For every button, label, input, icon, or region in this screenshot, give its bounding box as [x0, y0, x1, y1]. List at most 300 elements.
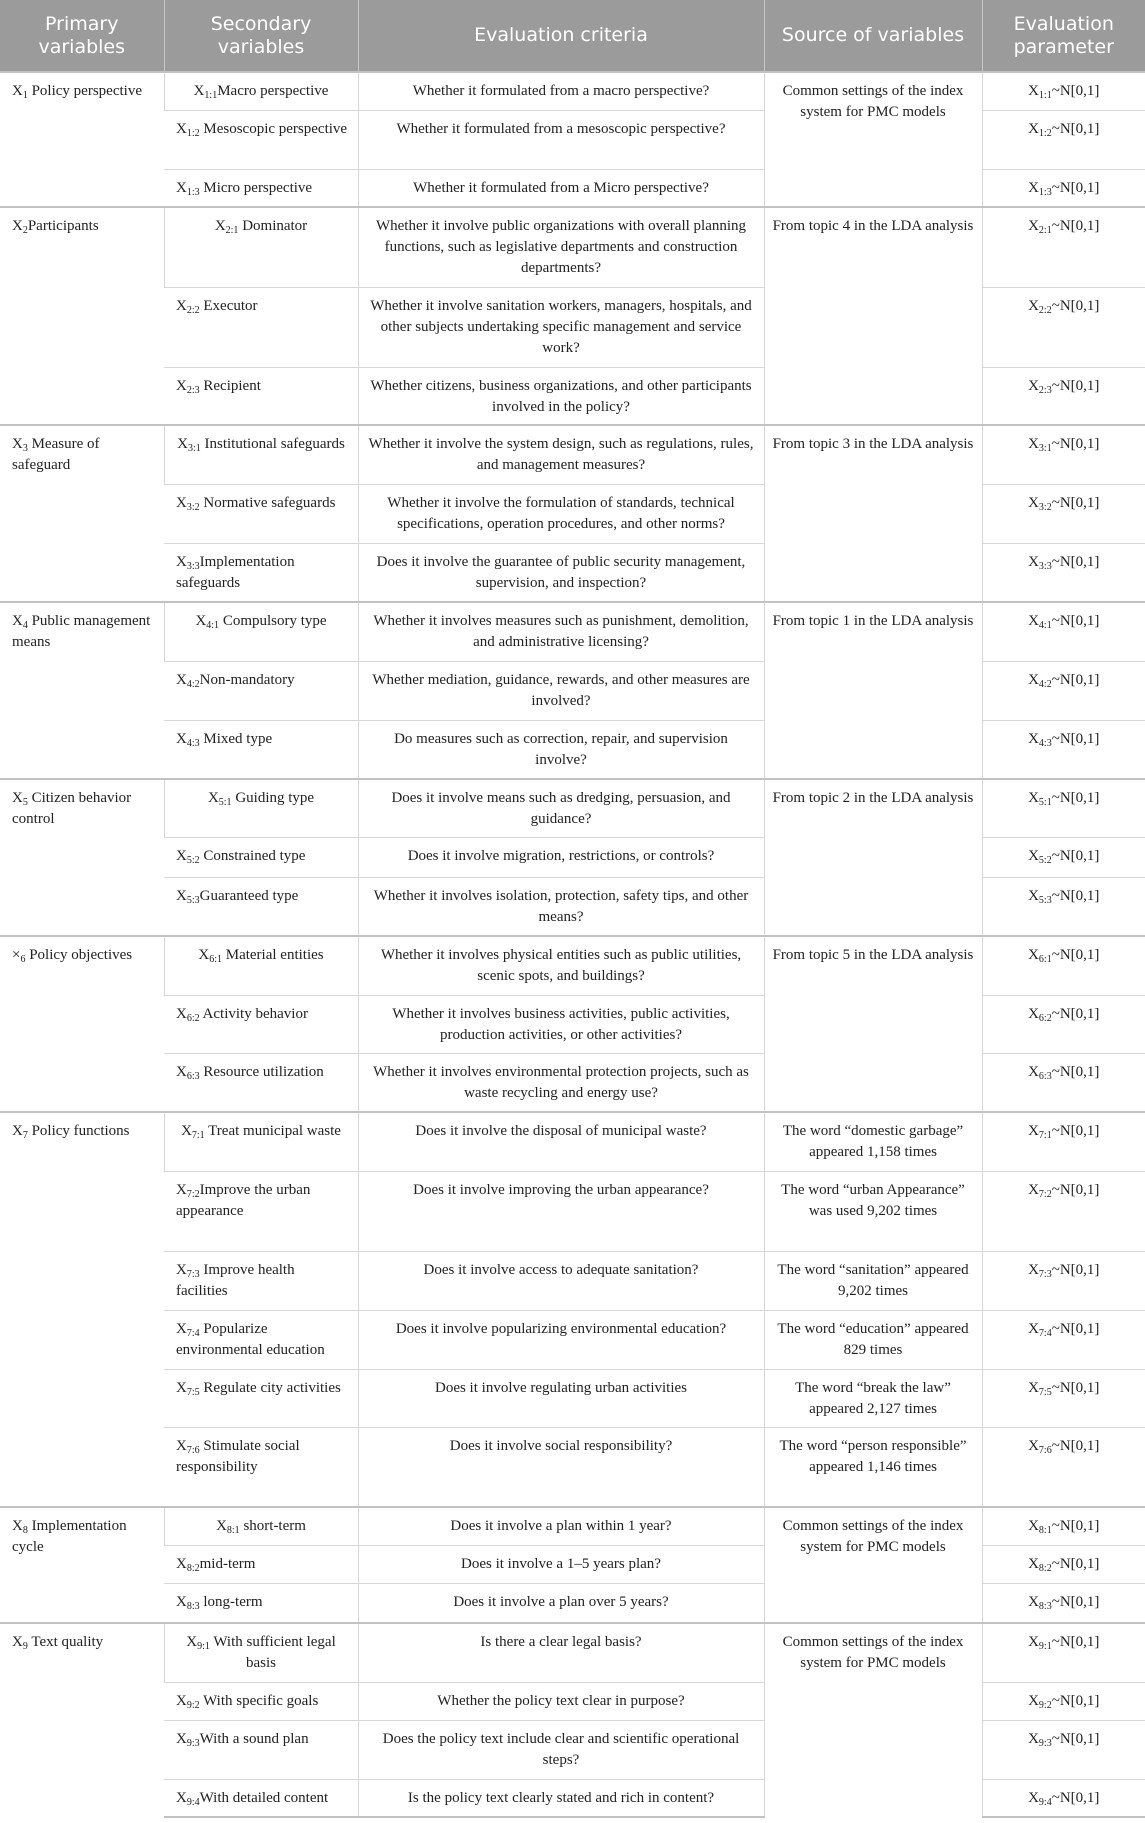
- secondary-variable-symbol: X: [186, 1634, 198, 1650]
- parameter-subscript: 8:3: [1038, 1600, 1052, 1612]
- primary-variable-label: Public management means: [12, 613, 151, 650]
- evaluation-parameter-cell: [982, 1053, 1145, 1112]
- evaluation-criteria-cell: Does it involve popularizing environmental education?: [358, 1310, 764, 1369]
- parameter-distribution: ~N[0,1]: [1051, 1555, 1100, 1572]
- primary-variable-subscript: 5: [22, 797, 28, 808]
- secondary-variable-symbol: X: [176, 494, 187, 511]
- parameter-distribution: ~N[0,1]: [1051, 730, 1100, 747]
- secondary-variable-label: With detailed content: [199, 1789, 329, 1806]
- evaluation-criteria-cell: Whether mediation, guidance, rewards, and other measures are involved?: [358, 661, 764, 720]
- secondary-variable-symbol: X: [176, 179, 187, 196]
- table-row: [0, 1507, 1145, 1545]
- evaluation-criteria-cell: Whether it involves environmental protection projects, such as waste recycling and energy use?: [358, 1053, 764, 1112]
- secondary-variable-symbol: X: [176, 887, 187, 904]
- table-row: [0, 1623, 1145, 1682]
- secondary-variable-label: Dominator: [238, 218, 308, 234]
- table-row: [0, 1369, 1145, 1427]
- primary-variable-subscript: 8: [22, 1525, 28, 1536]
- parameter-symbol: X: [1028, 218, 1039, 234]
- secondary-variable-symbol: X: [177, 436, 188, 452]
- parameter-symbol: X: [1028, 1634, 1039, 1650]
- parameter-distribution: ~N[0,1]: [1051, 1692, 1100, 1709]
- parameter-subscript: 7:1: [1038, 1130, 1052, 1141]
- parameter-subscript: 3:3: [1038, 560, 1052, 572]
- evaluation-parameter-cell: [982, 779, 1145, 837]
- parameter-distribution: ~N[0,1]: [1051, 1593, 1100, 1610]
- evaluation-criteria-cell: Does it involve improving the urban appearance?: [358, 1171, 764, 1251]
- secondary-variable-cell: [164, 877, 358, 936]
- secondary-variable-symbol: X: [195, 613, 207, 629]
- parameter-symbol: X: [1028, 436, 1039, 452]
- evaluation-parameter-cell: [982, 1720, 1145, 1779]
- parameter-distribution: ~N[0,1]: [1051, 847, 1100, 864]
- evaluation-parameter-cell: [982, 110, 1145, 169]
- secondary-variable-subscript: 6:3: [186, 1070, 200, 1082]
- secondary-variable-label: Improve the urban appearance: [176, 1181, 311, 1219]
- primary-variable-symbol: X: [12, 790, 23, 806]
- parameter-symbol: X: [1028, 790, 1039, 806]
- evaluation-parameter-cell: [982, 720, 1145, 779]
- parameter-subscript: 8:1: [1038, 1525, 1052, 1536]
- primary-variable-label: Text quality: [27, 1634, 104, 1650]
- table-row: [0, 1171, 1145, 1251]
- parameter-distribution: ~N[0,1]: [1051, 1123, 1100, 1139]
- parameter-symbol: X: [1028, 494, 1039, 511]
- source-of-variables-cell: The word “urban Appearance” was used 9,202 times: [764, 1171, 982, 1251]
- secondary-variable-subscript: 7:6: [186, 1444, 200, 1456]
- source-of-variables-cell: The word “sanitation” appeared 9,202 times: [764, 1251, 982, 1310]
- evaluation-criteria-cell: Whether it involves physical entities such as public utilities, scenic spots, and buildings?: [358, 936, 764, 995]
- secondary-variable-subscript: 8:2: [186, 1562, 200, 1574]
- secondary-variable-label: Treat municipal waste: [204, 1123, 341, 1139]
- table-body: [0, 72, 1145, 1817]
- parameter-distribution: ~N[0,1]: [1051, 1320, 1100, 1337]
- parameter-subscript: 2:2: [1038, 304, 1052, 316]
- source-of-variables-cell: The word “domestic garbage” appeared 1,158 times: [764, 1112, 982, 1171]
- evaluation-parameter-cell: [982, 1507, 1145, 1545]
- secondary-variable-cell: [164, 602, 358, 661]
- secondary-variable-subscript: 3:1: [187, 443, 201, 454]
- parameter-symbol: X: [1028, 847, 1039, 864]
- evaluation-parameter-cell: [982, 1545, 1145, 1583]
- parameter-distribution: ~N[0,1]: [1051, 1181, 1100, 1198]
- evaluation-criteria-cell: Does it involve the disposal of municipal waste?: [358, 1112, 764, 1171]
- evaluation-parameter-cell: [982, 169, 1145, 207]
- secondary-variable-subscript: 8:1: [226, 1525, 240, 1536]
- parameter-subscript: 8:2: [1038, 1562, 1052, 1574]
- secondary-variable-cell: [164, 169, 358, 207]
- secondary-variable-symbol: X: [176, 1063, 187, 1080]
- parameter-distribution: ~N[0,1]: [1051, 297, 1100, 314]
- primary-variable-label: Policy functions: [27, 1123, 130, 1139]
- parameter-symbol: X: [1028, 179, 1039, 196]
- source-of-variables-cell: Common settings of the index system for PMC models: [764, 1507, 982, 1623]
- evaluation-criteria-cell: Does it involve migration, restrictions, or controls?: [358, 837, 764, 877]
- secondary-variable-symbol: X: [216, 1518, 227, 1534]
- secondary-variable-label: Implementation safeguards: [176, 553, 295, 591]
- primary-variable-cell: [0, 72, 164, 207]
- primary-variable-cell: [0, 1112, 164, 1507]
- secondary-variable-label: Resource utilization: [199, 1063, 324, 1080]
- parameter-subscript: 9:3: [1038, 1737, 1052, 1749]
- secondary-variable-subscript: 3:2: [186, 501, 200, 513]
- parameter-distribution: ~N[0,1]: [1051, 1634, 1100, 1650]
- parameter-symbol: X: [1028, 1181, 1039, 1198]
- parameter-symbol: X: [1028, 120, 1039, 137]
- parameter-distribution: ~N[0,1]: [1051, 671, 1100, 688]
- secondary-variable-cell: [164, 661, 358, 720]
- secondary-variable-subscript: 6:1: [209, 954, 222, 965]
- secondary-variable-subscript: 6:2: [186, 1012, 200, 1024]
- secondary-variable-label: Non-mandatory: [199, 671, 295, 688]
- secondary-variable-label: Micro perspective: [199, 179, 313, 196]
- secondary-variable-label: Executor: [199, 297, 258, 314]
- secondary-variable-label: Popularize environmental education: [176, 1320, 325, 1358]
- parameter-distribution: ~N[0,1]: [1051, 1789, 1100, 1806]
- evaluation-parameter-cell: [982, 1682, 1145, 1720]
- source-of-variables-cell: Common settings of the index system for PMC models: [764, 1623, 982, 1817]
- evaluation-parameter-cell: [982, 1251, 1145, 1310]
- evaluation-parameter-cell: [982, 1171, 1145, 1251]
- secondary-variable-symbol: X: [176, 1379, 187, 1396]
- parameter-distribution: ~N[0,1]: [1051, 1730, 1100, 1747]
- secondary-variable-label: short-term: [239, 1518, 306, 1534]
- primary-variable-label: Implementation cycle: [12, 1518, 127, 1555]
- evaluation-parameter-cell: [982, 207, 1145, 287]
- secondary-variable-cell: [164, 779, 358, 837]
- parameter-subscript: 7:6: [1038, 1444, 1052, 1456]
- secondary-variable-cell: [164, 110, 358, 169]
- secondary-variable-symbol: X: [176, 1261, 187, 1278]
- source-of-variables-cell: From topic 4 in the LDA analysis: [764, 207, 982, 425]
- parameter-distribution: ~N[0,1]: [1051, 494, 1100, 511]
- parameter-subscript: 4:2: [1038, 678, 1052, 690]
- evaluation-criteria-cell: Does it involve social responsibility?: [358, 1427, 764, 1507]
- secondary-variable-symbol: X: [176, 1181, 187, 1198]
- secondary-variable-subscript: 2:1: [225, 225, 239, 236]
- secondary-variable-subscript: 7:4: [186, 1327, 200, 1339]
- primary-variable-symbol: X: [12, 1123, 23, 1139]
- parameter-distribution: ~N[0,1]: [1051, 947, 1100, 963]
- secondary-variable-subscript: 2:2: [186, 304, 200, 316]
- parameter-symbol: X: [1028, 1730, 1039, 1747]
- secondary-variable-cell: [164, 1779, 358, 1817]
- secondary-variable-symbol: X: [193, 83, 205, 99]
- table-row: [0, 425, 1145, 484]
- secondary-variable-symbol: X: [176, 297, 187, 314]
- primary-variable-label: Policy objectives: [25, 947, 133, 963]
- secondary-variable-symbol: X: [176, 1593, 187, 1610]
- evaluation-parameter-cell: [982, 1369, 1145, 1427]
- evaluation-criteria-cell: Whether it involve public organizations with overall planning functions, such as legislative departments and construction departments?: [358, 207, 764, 287]
- parameter-symbol: X: [1028, 730, 1039, 747]
- source-of-variables-cell: The word “person responsible” appeared 1,146 times: [764, 1427, 982, 1507]
- parameter-symbol: X: [1028, 1437, 1039, 1454]
- secondary-variable-cell: [164, 837, 358, 877]
- secondary-variable-label: Guiding type: [231, 790, 315, 806]
- evaluation-parameter-cell: [982, 287, 1145, 367]
- secondary-variable-subscript: 4:2: [186, 678, 200, 690]
- parameter-subscript: 4:1: [1038, 620, 1052, 631]
- primary-variable-symbol: X: [12, 83, 23, 99]
- parameter-symbol: X: [1028, 1518, 1039, 1534]
- secondary-variable-subscript: 1:2: [186, 127, 200, 139]
- primary-variable-symbol: ×: [12, 947, 21, 963]
- parameter-symbol: X: [1028, 83, 1039, 99]
- parameter-distribution: ~N[0,1]: [1051, 218, 1100, 234]
- evaluation-criteria-cell: Whether it involve the system design, such as regulations, rules, and management measures?: [358, 425, 764, 484]
- evaluation-criteria-cell: Whether it involves measures such as punishment, demolition, and administrative licensing?: [358, 602, 764, 661]
- primary-variable-cell: [0, 425, 164, 602]
- secondary-variable-symbol: X: [176, 120, 187, 137]
- primary-variable-cell: [0, 602, 164, 779]
- secondary-variable-cell: [164, 995, 358, 1053]
- evaluation-parameter-cell: [982, 995, 1145, 1053]
- table-row: [0, 72, 1145, 110]
- evaluation-parameter-cell: [982, 602, 1145, 661]
- secondary-variable-cell: [164, 1545, 358, 1583]
- parameter-symbol: X: [1028, 887, 1039, 904]
- evaluation-parameter-cell: [982, 543, 1145, 602]
- secondary-variable-cell: [164, 72, 358, 110]
- secondary-variable-subscript: 5:2: [186, 854, 200, 866]
- secondary-variable-label: Normative safeguards: [199, 494, 336, 511]
- parameter-subscript: 9:1: [1038, 1641, 1052, 1652]
- primary-variable-label: Policy perspective: [27, 83, 142, 99]
- secondary-variable-cell: [164, 1310, 358, 1369]
- secondary-variable-cell: [164, 1112, 358, 1171]
- secondary-variable-label: Activity behavior: [199, 1005, 308, 1022]
- evaluation-criteria-cell: Whether it formulated from a Micro perspective?: [358, 169, 764, 207]
- parameter-subscript: 7:5: [1038, 1386, 1052, 1398]
- evaluation-criteria-cell: Whether it involve the formulation of standards, technical specifications, operation procedures, and other norms?: [358, 484, 764, 543]
- header-primary-variables: Primary variables: [0, 0, 164, 72]
- secondary-variable-cell: [164, 543, 358, 602]
- parameter-distribution: ~N[0,1]: [1051, 377, 1100, 394]
- parameter-symbol: X: [1028, 1123, 1039, 1139]
- parameter-symbol: X: [1028, 1063, 1039, 1080]
- secondary-variable-symbol: X: [214, 218, 226, 234]
- secondary-variable-symbol: X: [198, 947, 210, 963]
- secondary-variable-label: Recipient: [199, 377, 261, 394]
- secondary-variable-symbol: X: [176, 1692, 187, 1709]
- parameter-distribution: ~N[0,1]: [1051, 436, 1100, 452]
- parameter-distribution: ~N[0,1]: [1051, 790, 1100, 806]
- secondary-variable-subscript: 7:5: [186, 1386, 200, 1398]
- parameter-subscript: 7:2: [1038, 1188, 1052, 1200]
- secondary-variable-cell: [164, 425, 358, 484]
- parameter-subscript: 6:3: [1038, 1070, 1052, 1082]
- parameter-subscript: 2:3: [1038, 384, 1052, 396]
- evaluation-criteria-cell: Is the policy text clearly stated and rich in content?: [358, 1779, 764, 1817]
- header-evaluation-criteria: Evaluation criteria: [358, 0, 764, 72]
- table-row: [0, 1112, 1145, 1171]
- parameter-symbol: X: [1028, 671, 1039, 688]
- secondary-variable-label: Regulate city activities: [199, 1379, 341, 1396]
- source-of-variables-cell: From topic 5 in the LDA analysis: [764, 936, 982, 1112]
- secondary-variable-label: Mixed type: [199, 730, 273, 747]
- secondary-variable-subscript: 1:3: [186, 186, 200, 198]
- evaluation-parameter-cell: [982, 1427, 1145, 1507]
- evaluation-criteria-cell: Does it involve means such as dredging, persuasion, and guidance?: [358, 779, 764, 837]
- secondary-variable-subscript: 7:3: [186, 1268, 200, 1280]
- evaluation-criteria-cell: Whether it formulated from a macro perspective?: [358, 72, 764, 110]
- parameter-subscript: 5:3: [1038, 894, 1052, 906]
- secondary-variable-cell: [164, 207, 358, 287]
- primary-variable-subscript: 6: [20, 954, 26, 965]
- secondary-variable-cell: [164, 1623, 358, 1682]
- evaluation-criteria-cell: Whether it involves isolation, protection, safety tips, and other means?: [358, 877, 764, 936]
- evaluation-criteria-cell: Does the policy text include clear and scientific operational steps?: [358, 1720, 764, 1779]
- secondary-variable-label: Constrained type: [199, 847, 306, 864]
- secondary-variable-label: long-term: [199, 1593, 263, 1610]
- secondary-variable-label: Guaranteed type: [199, 887, 299, 904]
- primary-variable-label: Participants: [27, 218, 99, 234]
- evaluation-criteria-cell: Do measures such as correction, repair, and supervision involve?: [358, 720, 764, 779]
- secondary-variable-subscript: 5:1: [218, 797, 232, 808]
- parameter-distribution: ~N[0,1]: [1051, 887, 1100, 904]
- secondary-variable-subscript: 2:3: [186, 384, 200, 396]
- secondary-variable-label: Institutional safeguards: [200, 436, 345, 452]
- parameter-subscript: 5:2: [1038, 854, 1052, 866]
- primary-variable-subscript: 4: [22, 620, 28, 631]
- evaluation-criteria-cell: Whether the policy text clear in purpose?: [358, 1682, 764, 1720]
- parameter-subscript: 3:1: [1038, 443, 1052, 454]
- evaluation-criteria-cell: Whether it involves business activities, public activities, production activities, or other activities?: [358, 995, 764, 1053]
- table-row: [0, 1251, 1145, 1310]
- secondary-variable-label: Improve health facilities: [176, 1261, 295, 1299]
- parameter-symbol: X: [1028, 947, 1039, 963]
- evaluation-parameter-cell: [982, 425, 1145, 484]
- secondary-variable-subscript: 4:1: [206, 620, 220, 631]
- primary-variable-cell: [0, 936, 164, 1112]
- evaluation-parameter-cell: [982, 837, 1145, 877]
- evaluation-criteria-cell: Does it involve regulating urban activities: [358, 1369, 764, 1427]
- parameter-symbol: X: [1028, 1320, 1039, 1337]
- parameter-symbol: X: [1028, 377, 1039, 394]
- evaluation-criteria-cell: Whether citizens, business organizations, and other participants involved in the policy?: [358, 367, 764, 425]
- primary-variable-subscript: 3: [22, 443, 28, 454]
- secondary-variable-symbol: X: [176, 1005, 187, 1022]
- primary-variable-label: Measure of safeguard: [12, 436, 100, 473]
- parameter-distribution: ~N[0,1]: [1051, 179, 1100, 196]
- header-source-of-variables: Source of variables: [764, 0, 982, 72]
- secondary-variable-symbol: X: [176, 847, 187, 864]
- secondary-variable-cell: [164, 367, 358, 425]
- secondary-variable-subscript: 1:1: [204, 90, 218, 101]
- secondary-variable-label: With sufficient legal basis: [209, 1634, 336, 1671]
- parameter-subscript: 7:3: [1038, 1268, 1052, 1280]
- secondary-variable-subscript: 9:1: [197, 1641, 210, 1652]
- secondary-variable-label: With specific goals: [199, 1692, 319, 1709]
- secondary-variable-cell: [164, 1171, 358, 1251]
- table-row: [0, 779, 1145, 837]
- secondary-variable-symbol: X: [176, 730, 187, 747]
- primary-variable-label: Citizen behavior control: [12, 790, 132, 827]
- primary-variable-symbol: X: [12, 436, 23, 452]
- table-row: [0, 207, 1145, 287]
- primary-variable-symbol: X: [12, 218, 23, 234]
- secondary-variable-subscript: 7:2: [186, 1188, 200, 1200]
- parameter-subscript: 6:1: [1038, 954, 1052, 965]
- parameter-symbol: X: [1028, 1692, 1039, 1709]
- secondary-variable-label: Material entities: [221, 947, 324, 963]
- secondary-variable-subscript: 3:3: [186, 560, 200, 572]
- parameter-subscript: 3:2: [1038, 501, 1052, 513]
- secondary-variable-cell: [164, 1369, 358, 1427]
- source-of-variables-cell: From topic 3 in the LDA analysis: [764, 425, 982, 602]
- secondary-variable-label: With a sound plan: [199, 1730, 309, 1747]
- parameter-subscript: 1:3: [1038, 186, 1052, 198]
- table-row: [0, 602, 1145, 661]
- parameter-symbol: X: [1028, 1555, 1039, 1572]
- parameter-symbol: X: [1028, 297, 1039, 314]
- source-of-variables-cell: From topic 1 in the LDA analysis: [764, 602, 982, 779]
- evaluation-parameter-cell: [982, 367, 1145, 425]
- parameter-subscript: 6:2: [1038, 1012, 1052, 1024]
- primary-variable-symbol: X: [12, 1518, 23, 1534]
- secondary-variable-symbol: X: [176, 1730, 187, 1747]
- evaluation-criteria-cell: Does it involve a 1–5 years plan?: [358, 1545, 764, 1583]
- secondary-variable-label: Stimulate social responsibility: [176, 1437, 300, 1475]
- evaluation-parameter-cell: [982, 484, 1145, 543]
- secondary-variable-cell: [164, 1251, 358, 1310]
- table-row: [0, 1427, 1145, 1507]
- parameter-subscript: 9:4: [1038, 1796, 1052, 1808]
- parameter-subscript: 2:1: [1038, 225, 1052, 236]
- evaluation-parameter-cell: [982, 1583, 1145, 1623]
- table-row: [0, 936, 1145, 995]
- parameter-distribution: ~N[0,1]: [1051, 1437, 1100, 1454]
- parameter-distribution: ~N[0,1]: [1051, 553, 1100, 570]
- parameter-distribution: ~N[0,1]: [1051, 613, 1100, 629]
- primary-variable-cell: [0, 1507, 164, 1623]
- evaluation-criteria-cell: Does it involve a plan over 5 years?: [358, 1583, 764, 1623]
- parameter-symbol: X: [1028, 1005, 1039, 1022]
- parameter-subscript: 4:3: [1038, 737, 1052, 749]
- parameter-distribution: ~N[0,1]: [1051, 120, 1100, 137]
- evaluation-parameter-cell: [982, 936, 1145, 995]
- evaluation-criteria-cell: Whether it formulated from a mesoscopic perspective?: [358, 110, 764, 169]
- secondary-variable-cell: [164, 484, 358, 543]
- secondary-variable-cell: [164, 936, 358, 995]
- secondary-variable-label: Macro perspective: [217, 83, 329, 99]
- secondary-variable-subscript: 9:3: [186, 1737, 200, 1749]
- secondary-variable-cell: [164, 1720, 358, 1779]
- parameter-distribution: ~N[0,1]: [1051, 1005, 1100, 1022]
- parameter-distribution: ~N[0,1]: [1051, 1063, 1100, 1080]
- primary-variable-cell: [0, 779, 164, 936]
- evaluation-parameter-cell: [982, 877, 1145, 936]
- evaluation-criteria-cell: Does it involve the guarantee of public security management, supervision, and inspection?: [358, 543, 764, 602]
- secondary-variable-symbol: X: [176, 377, 187, 394]
- secondary-variable-label: mid-term: [199, 1555, 256, 1572]
- secondary-variable-label: Compulsory type: [219, 613, 327, 629]
- table-row: [0, 1310, 1145, 1369]
- secondary-variable-cell: [164, 287, 358, 367]
- secondary-variable-subscript: 9:4: [186, 1796, 200, 1808]
- source-of-variables-cell: Common settings of the index system for PMC models: [764, 72, 982, 207]
- source-of-variables-cell: From topic 2 in the LDA analysis: [764, 779, 982, 936]
- secondary-variable-subscript: 8:3: [186, 1600, 200, 1612]
- parameter-symbol: X: [1028, 553, 1039, 570]
- header-row: [0, 0, 1145, 72]
- parameter-distribution: ~N[0,1]: [1051, 1518, 1100, 1534]
- secondary-variable-subscript: 9:2: [186, 1699, 200, 1711]
- parameter-distribution: ~N[0,1]: [1051, 1379, 1100, 1396]
- parameter-distribution: ~N[0,1]: [1051, 1261, 1100, 1278]
- parameter-subscript: 7:4: [1038, 1327, 1052, 1339]
